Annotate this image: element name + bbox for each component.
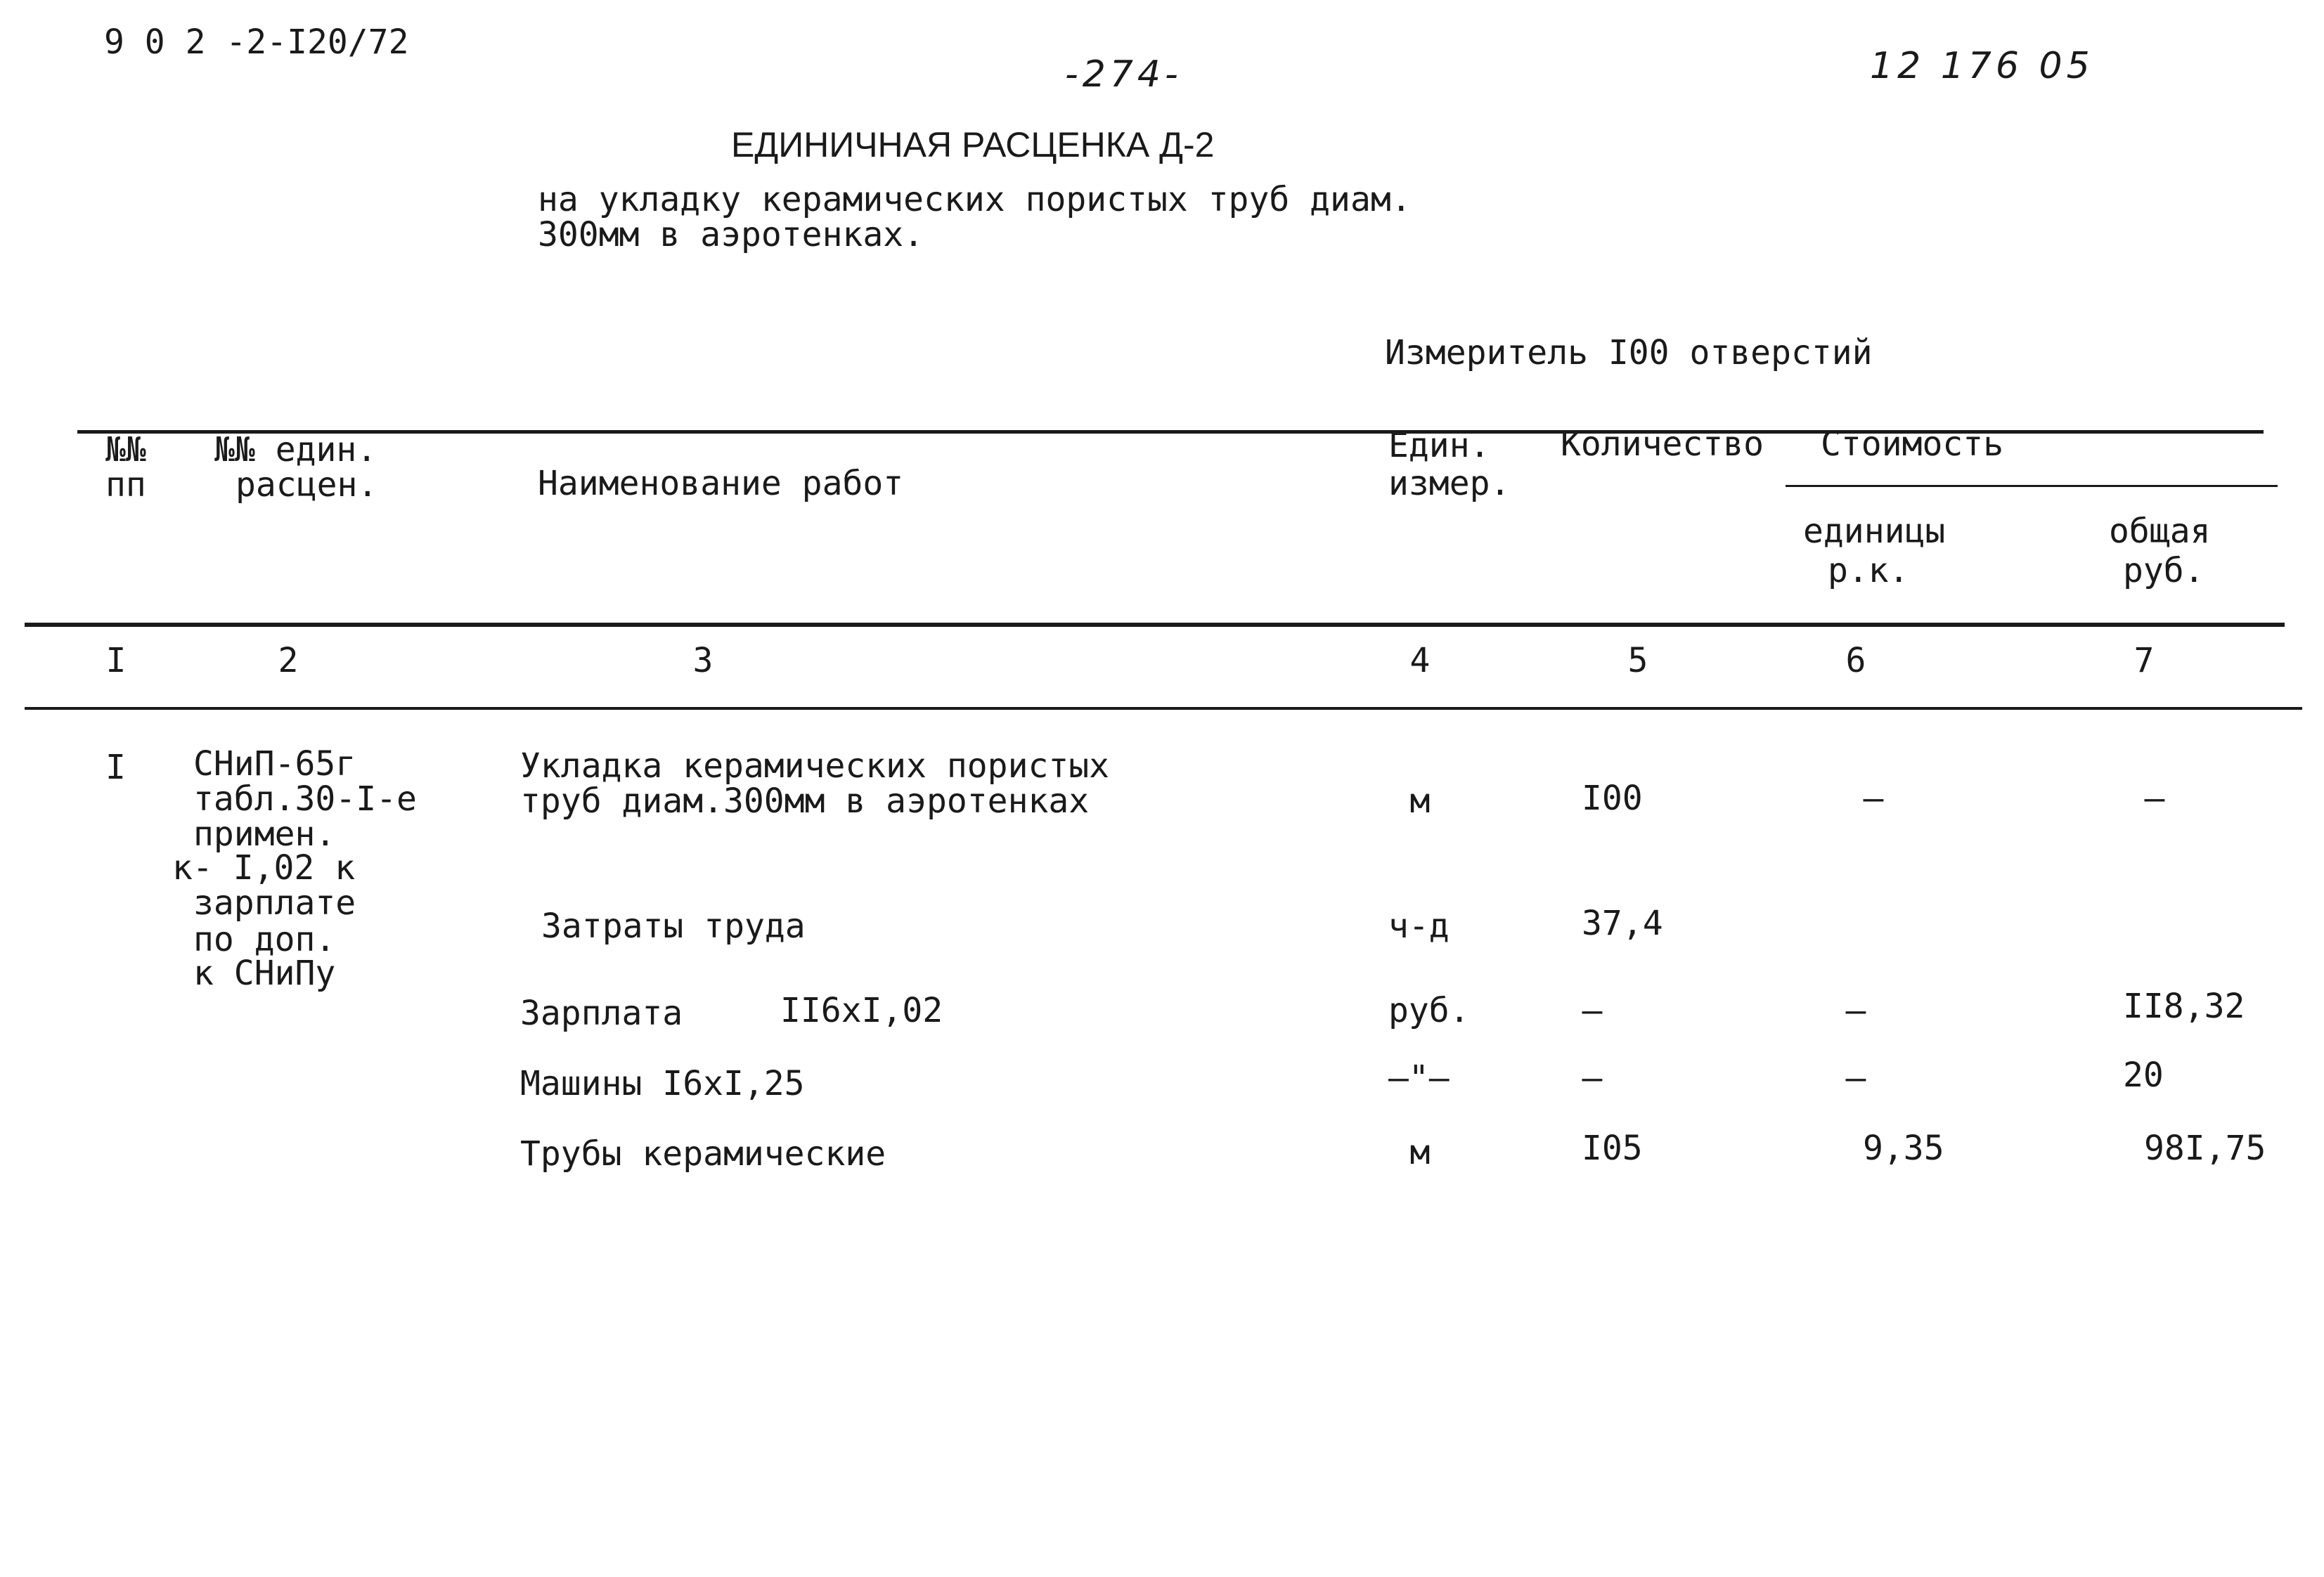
column-number: 6 <box>1845 641 1866 680</box>
rate-ref-line: к СНиПу <box>193 954 336 993</box>
header-bottom-rule <box>25 623 2285 627</box>
quantity-cell: I00 <box>1582 779 1643 818</box>
total-cell: 98I,75 <box>2144 1129 2266 1168</box>
column-number: I <box>105 641 127 680</box>
total-cell: II8,32 <box>2123 987 2245 1026</box>
quantity-cell: – <box>1582 991 1603 1030</box>
column-number: 7 <box>2133 641 2155 680</box>
rate-ref-line: табл.30-I-е <box>193 779 417 819</box>
quantity-cell: – <box>1582 1058 1603 1098</box>
header-rate-ref-line1: №№ един. <box>214 430 377 469</box>
cost-group-rule <box>1786 485 2278 487</box>
column-numbers-rule <box>25 707 2302 710</box>
unit-cost-cell: – <box>1845 1058 1866 1098</box>
work-name-line1: Укладка керамических пористых <box>520 746 1110 786</box>
row-number: I <box>105 748 126 787</box>
rate-ref-line: СНиП-65г <box>193 744 356 784</box>
header-unit-cost-line1: единицы <box>1803 512 1946 551</box>
header-unit-line2: измер. <box>1388 464 1511 503</box>
measure-unit: Измеритель I00 отверстий <box>1385 333 1873 372</box>
header-total-line1: общая <box>2109 512 2211 551</box>
quantity-cell: I05 <box>1582 1129 1643 1168</box>
work-name: Зарплата <box>520 994 683 1033</box>
unit-cell: –"– <box>1388 1058 1450 1098</box>
column-number: 2 <box>278 641 299 680</box>
rate-ref-line: зарплате <box>193 883 356 923</box>
unit-cost-cell: – <box>1863 779 1884 818</box>
unit-cell: руб. <box>1388 991 1470 1030</box>
rate-ref-line: примен. <box>193 815 336 854</box>
rate-ref-line: к- I,02 к <box>172 848 356 888</box>
header-total-line2: руб. <box>2123 551 2204 590</box>
header-cost-group: Стоимость <box>1821 424 2004 464</box>
header-rate-ref-line2: расцен. <box>235 465 378 505</box>
header-unit-cost-line2: р.к. <box>1828 551 1909 590</box>
column-number: 3 <box>692 641 714 680</box>
work-name: Машины I6хI,25 <box>520 1064 805 1103</box>
header-row-num-line1: №№ <box>105 430 146 469</box>
work-name: Затраты труда <box>541 907 806 946</box>
total-cell: – <box>2144 779 2165 818</box>
header-quantity: Количество <box>1561 424 1764 464</box>
unit-cell: ч-д <box>1388 907 1450 946</box>
unit-cell: м <box>1409 1133 1431 1172</box>
quantity-cell: 37,4 <box>1582 904 1663 943</box>
formula-cell: II6хI,02 <box>780 991 943 1030</box>
document-code: 9 0 2 -2-I20/72 <box>104 22 409 62</box>
work-name-line2: труб диам.300мм в аэротенках <box>520 781 1090 821</box>
document-number: 12 176 05 <box>1870 45 2094 87</box>
column-number: 5 <box>1627 641 1648 680</box>
subtitle-line-1: на укладку керамических пористых труб диам. <box>538 180 1412 219</box>
page-number: -274- <box>1065 53 1182 96</box>
rate-ref-line: по доп. <box>193 920 336 959</box>
column-number: 4 <box>1409 641 1431 680</box>
unit-cost-cell: – <box>1845 991 1866 1030</box>
total-cell: 20 <box>2123 1056 2164 1095</box>
header-row-num-line2: пп <box>105 465 146 505</box>
subtitle-line-2: 300мм в аэротенках. <box>538 215 924 254</box>
work-name: Трубы керамические <box>520 1134 886 1174</box>
unit-cell: м <box>1409 781 1431 821</box>
unit-cost-cell: 9,35 <box>1863 1129 1944 1168</box>
header-work-name: Наименование работ <box>538 464 904 503</box>
page-title: ЕДИНИЧНАЯ РАСЦЕНКА Д-2 <box>731 125 1215 164</box>
header-unit-line1: Един. <box>1388 426 1490 465</box>
